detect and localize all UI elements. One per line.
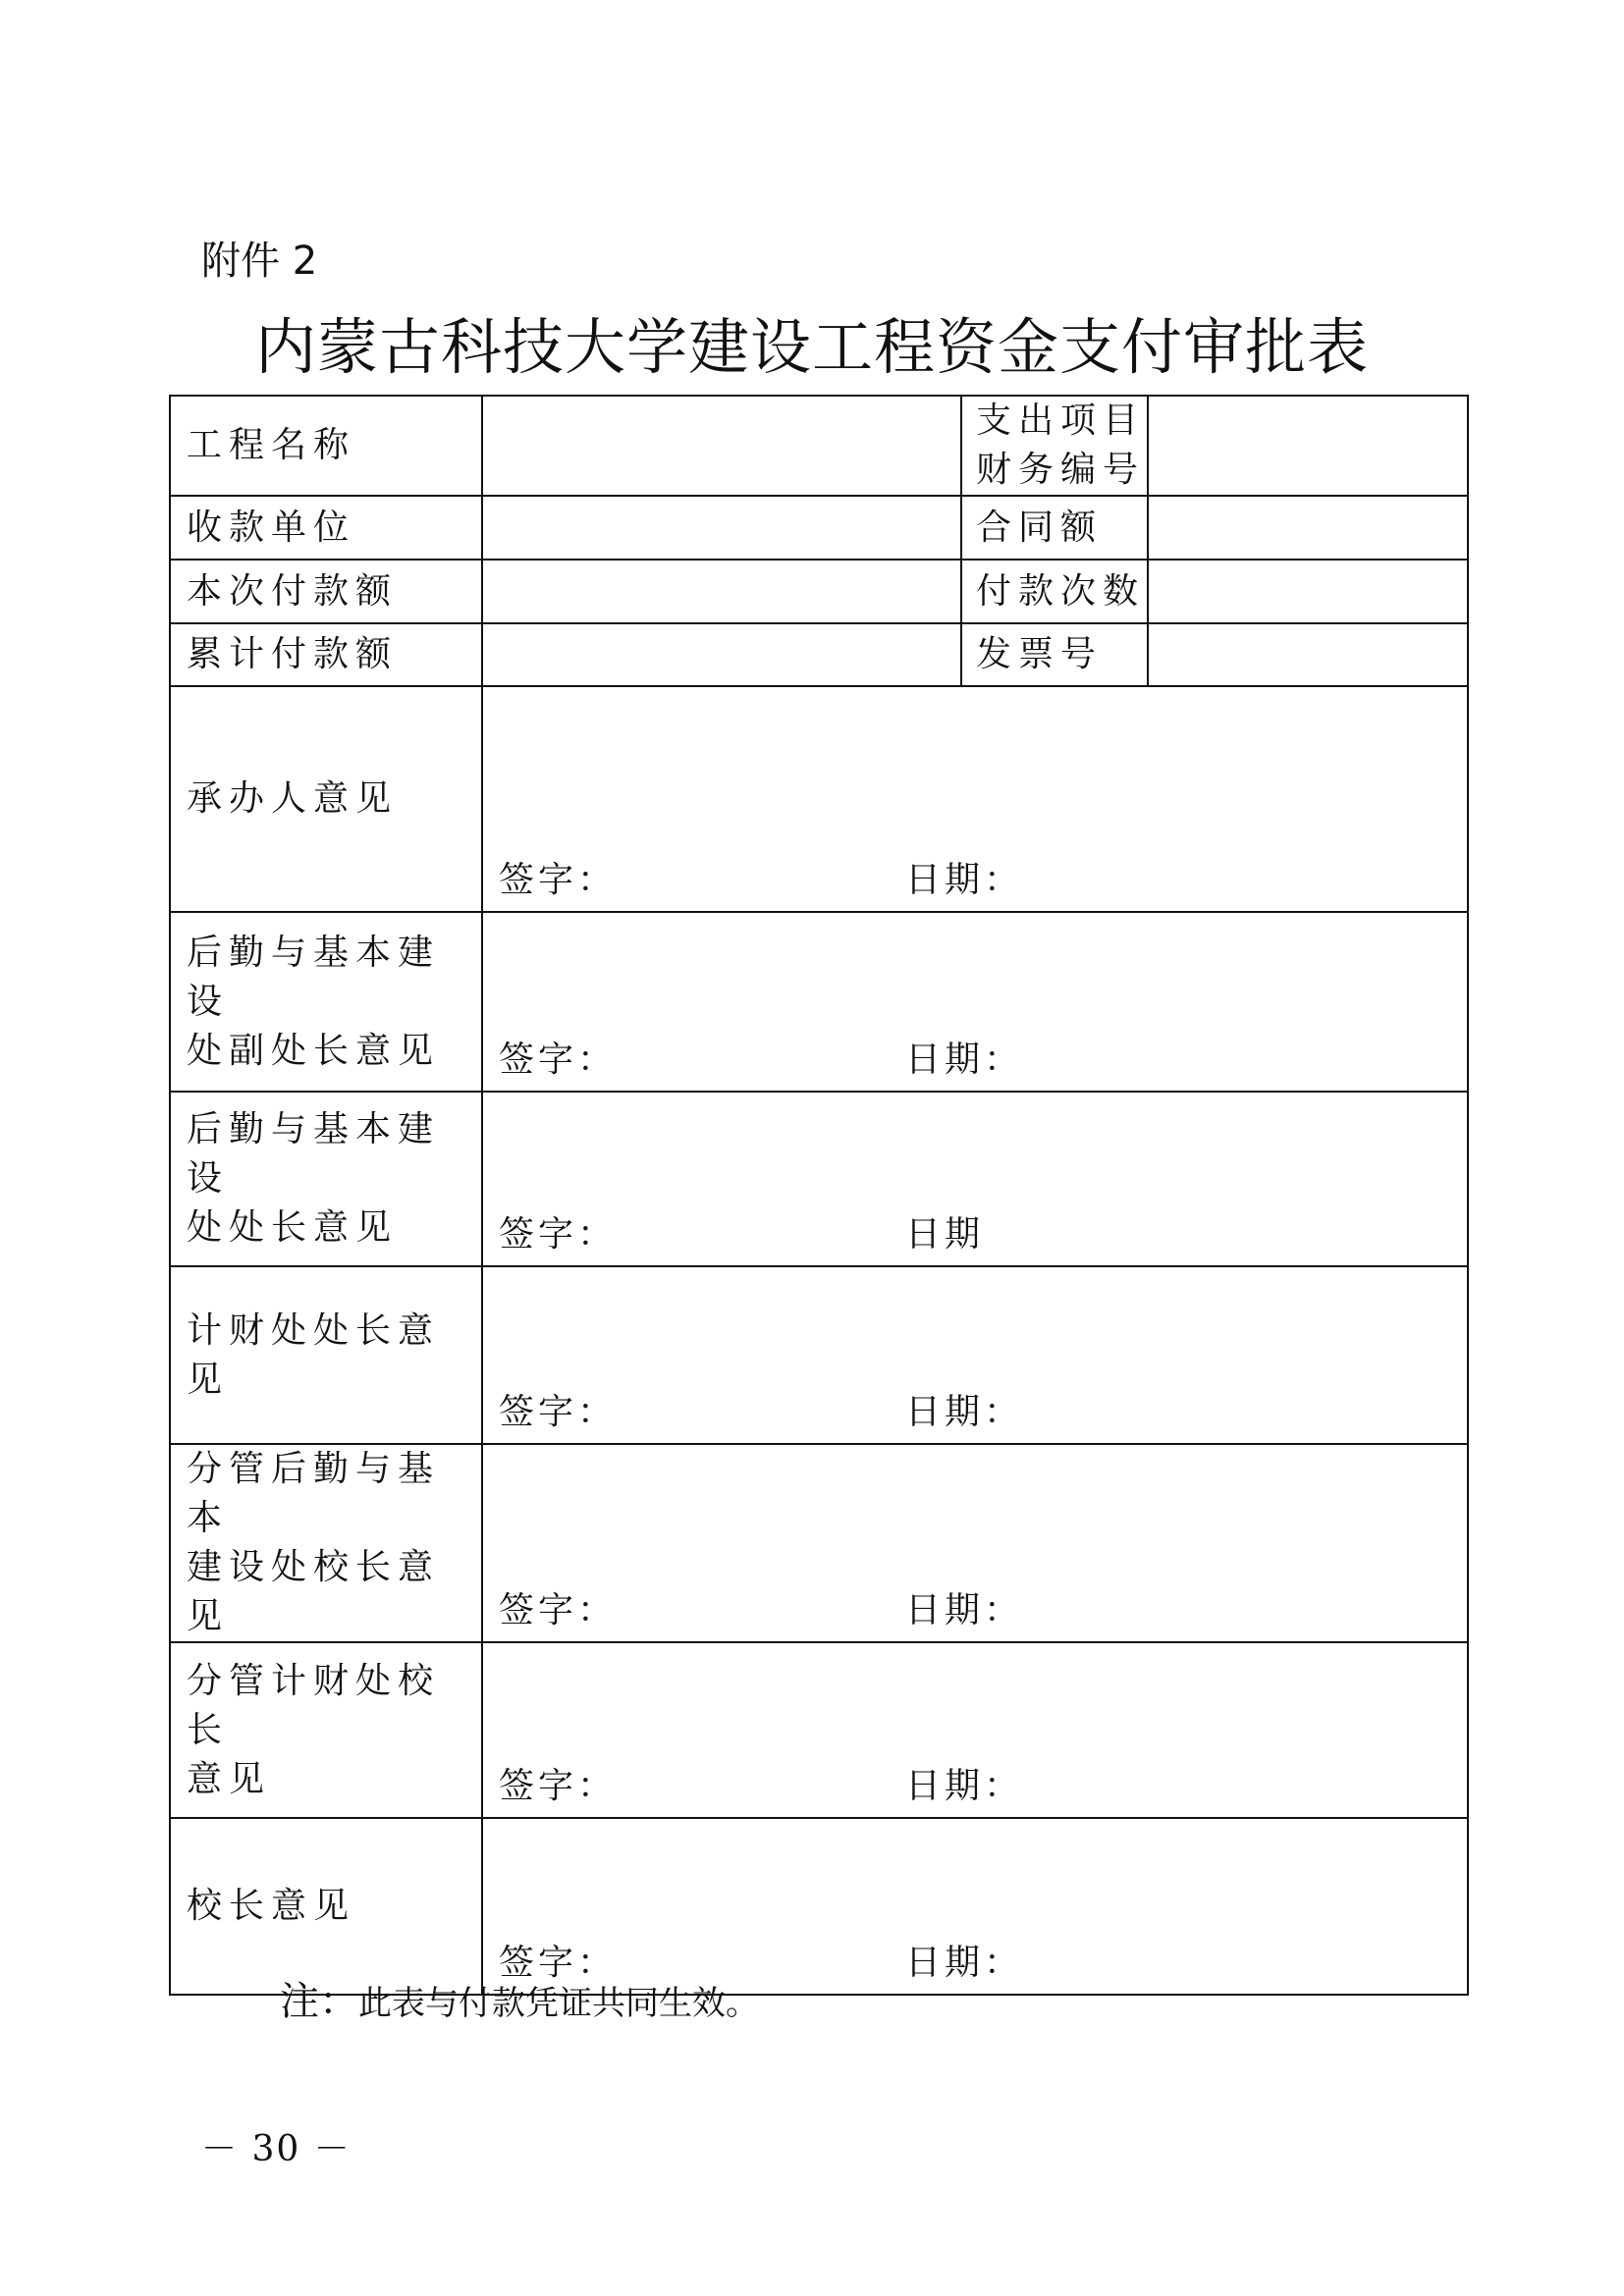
label-project-name: 工程名称 xyxy=(170,396,482,496)
date-label: 日期： xyxy=(905,860,1024,900)
label-finance-director-opinion xyxy=(170,1266,482,1444)
label-line: 建设处校长意见 xyxy=(187,1547,441,1636)
label-line: 财务编号 xyxy=(976,450,1146,490)
label-payment-count: 付款次数 xyxy=(961,560,1148,623)
date-label: 日期： xyxy=(905,1766,1024,1806)
label-invoice-number: 发票号 xyxy=(961,623,1148,686)
signature-label: 签字： xyxy=(499,1766,618,1806)
field-cumulative-payment[interactable] xyxy=(482,623,961,686)
form-row-project-name xyxy=(170,396,1468,496)
footnote-prefix: 注： xyxy=(280,1979,358,2024)
field-invoice-number[interactable] xyxy=(1148,623,1468,686)
date-label: 日期 xyxy=(905,1214,985,1255)
form-row-cumulative-payment xyxy=(170,623,1468,686)
label-president-opinion xyxy=(170,1818,482,1995)
label-cumulative-payment: 累计付款额 xyxy=(170,623,482,686)
label-payee: 收款单位 xyxy=(170,496,482,560)
label-contract-amount: 合同额 xyxy=(961,496,1148,560)
label-line: 分管计财处校长 xyxy=(187,1660,441,1750)
label-line: 处处长意见 xyxy=(187,1207,399,1248)
field-project-name[interactable] xyxy=(482,396,961,496)
signature-label: 签字： xyxy=(499,1392,618,1432)
form-row-payee xyxy=(170,496,1468,560)
label-line: 分管后勤与基本 xyxy=(187,1449,441,1538)
signature-label: 签字： xyxy=(499,1040,618,1080)
label-line: 承办人意见 xyxy=(187,778,399,819)
opinion-field-president[interactable] xyxy=(482,1818,1468,1995)
signature-label: 签字： xyxy=(499,1590,618,1630)
label-logistics-director-opinion xyxy=(170,1092,482,1266)
date-label: 日期： xyxy=(905,1590,1024,1630)
label-line: 支出项目 xyxy=(976,400,1146,441)
opinion-row-logistics-deputy-director xyxy=(170,912,1468,1092)
field-payee[interactable] xyxy=(482,496,961,560)
field-expense-item-finance-number[interactable] xyxy=(1148,396,1468,496)
label-current-payment: 本次付款额 xyxy=(170,560,482,623)
opinion-field-logistics-deputy-director[interactable] xyxy=(482,912,1468,1092)
signature-label: 签字： xyxy=(499,860,618,900)
label-logistics-vice-president-opinion xyxy=(170,1444,482,1642)
document-title: 内蒙古科技大学建设工程资金支付审批表 xyxy=(254,311,1369,383)
label-line: 后勤与基本建设 xyxy=(187,932,441,1022)
date-label: 日期： xyxy=(905,1943,1024,1983)
opinion-row-logistics-vice-president xyxy=(170,1444,1468,1642)
label-handler-opinion xyxy=(170,686,482,912)
field-payment-count[interactable] xyxy=(1148,560,1468,623)
opinion-field-logistics-vice-president[interactable] xyxy=(482,1444,1468,1642)
approval-form-table xyxy=(169,395,1469,1996)
field-current-payment[interactable] xyxy=(482,560,961,623)
opinion-row-logistics-director xyxy=(170,1092,1468,1266)
opinion-field-logistics-director[interactable] xyxy=(482,1092,1468,1266)
signature-label: 签字： xyxy=(499,1214,618,1255)
label-line: 处副处长意见 xyxy=(187,1030,441,1071)
label-expense-item-finance-number xyxy=(961,396,1148,496)
footnote xyxy=(280,1977,759,2028)
footnote-text: 此表与付款凭证共同生效。 xyxy=(358,1984,759,2023)
label-line: 意见 xyxy=(187,1758,272,1799)
label-finance-vice-president-opinion xyxy=(170,1642,482,1818)
opinion-field-finance-director[interactable] xyxy=(482,1266,1468,1444)
page-number: － 30 － xyxy=(201,2129,352,2169)
opinion-row-finance-vice-president xyxy=(170,1642,1468,1818)
opinion-field-handler[interactable] xyxy=(482,686,1468,912)
attachment-label: 附件 2 xyxy=(201,239,318,284)
label-line: 后勤与基本建设 xyxy=(187,1109,441,1199)
form-row-current-payment xyxy=(170,560,1468,623)
opinion-row-president xyxy=(170,1818,1468,1995)
opinion-row-finance-director xyxy=(170,1266,1468,1444)
signature-label: 签字： xyxy=(499,1943,618,1983)
label-line: 计财处处长意见 xyxy=(187,1309,441,1400)
label-logistics-deputy-director-opinion xyxy=(170,912,482,1092)
date-label: 日期： xyxy=(905,1392,1024,1432)
opinion-row-handler xyxy=(170,686,1468,912)
field-contract-amount[interactable] xyxy=(1148,496,1468,560)
date-label: 日期： xyxy=(905,1040,1024,1080)
label-line: 校长意见 xyxy=(187,1886,356,1926)
opinion-field-finance-vice-president[interactable] xyxy=(482,1642,1468,1818)
